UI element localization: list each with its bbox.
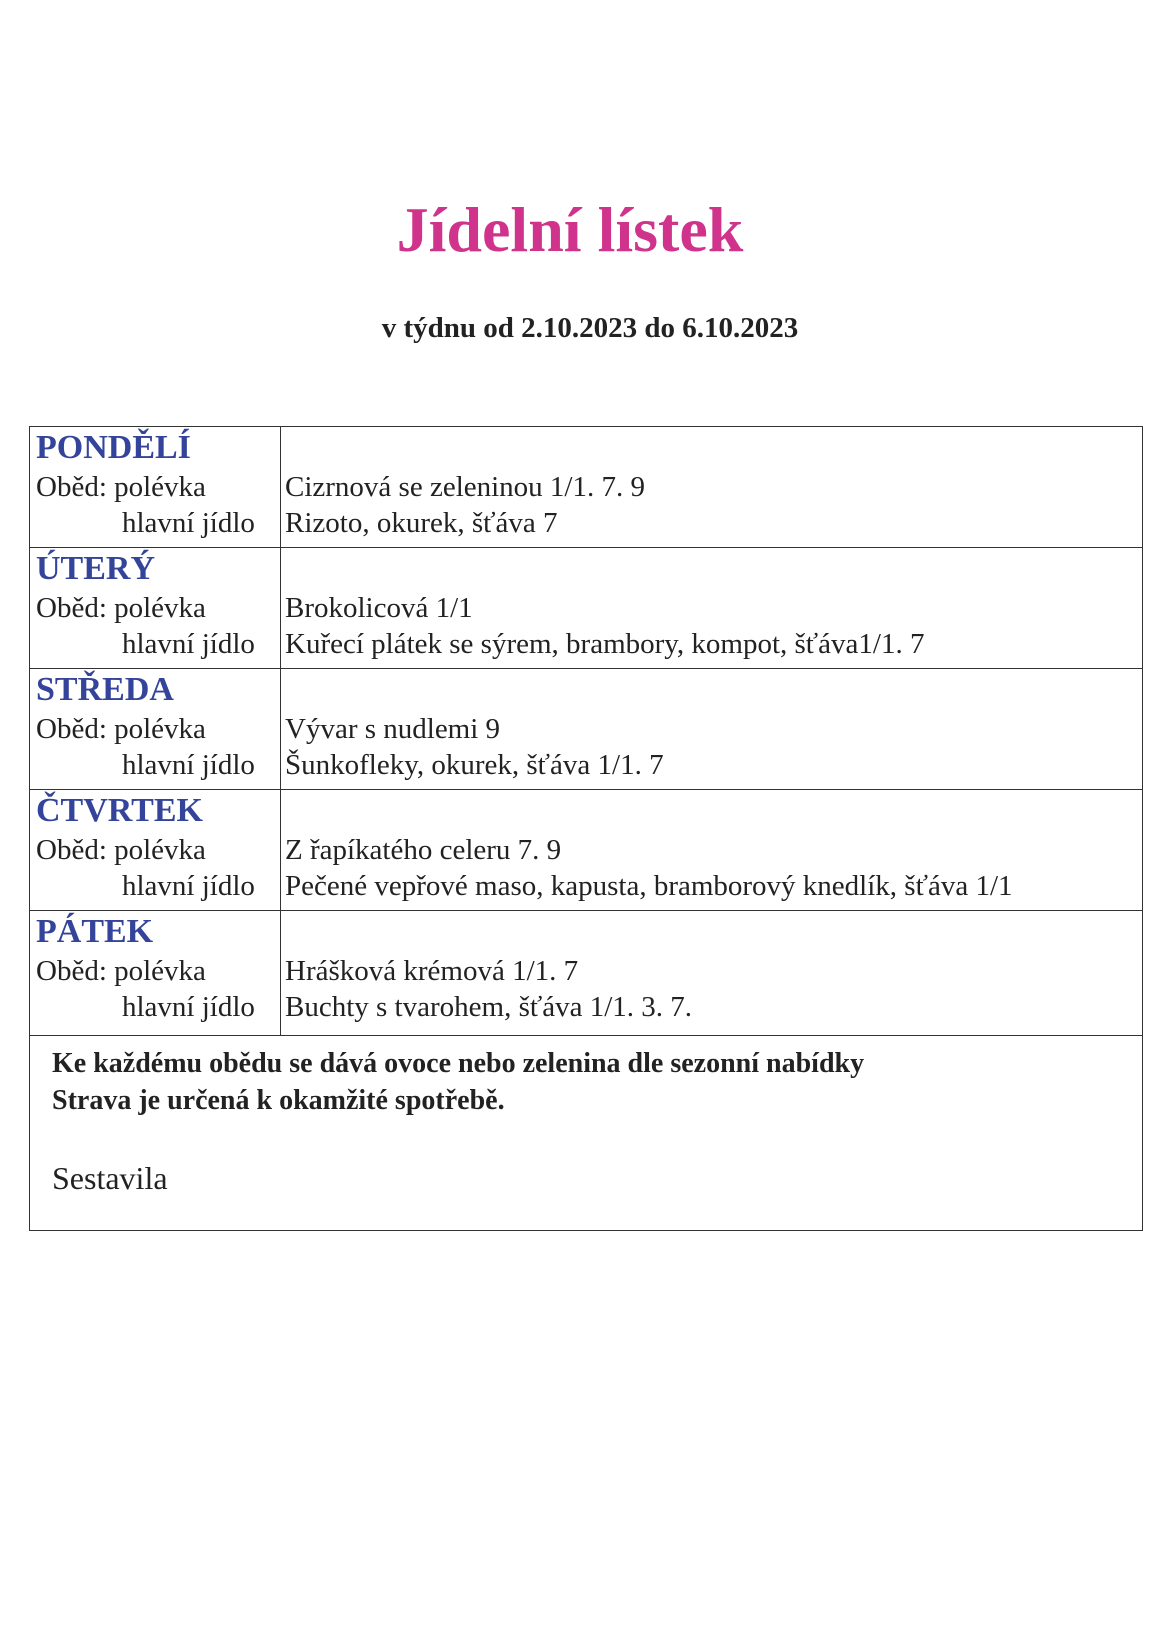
day-name: ČTVRTEK	[36, 792, 203, 829]
page-title: Jídelní lístek	[396, 194, 744, 265]
day-name: PONDĚLÍ	[36, 429, 191, 466]
main-dish: Kuřecí plátek se sýrem, brambory, kompot, šťáva1/1. 7	[285, 628, 925, 660]
day-dishes-cell	[281, 669, 1143, 790]
soup-label: Oběd: polévka	[36, 713, 206, 745]
seasonal-fruit-note: Ke každému obědu se dává ovoce nebo zelenina dle sezonní nabídky	[52, 1048, 865, 1079]
day-row-monday	[30, 427, 1143, 548]
day-row-wednesday	[30, 669, 1143, 790]
soup-label: Oběd: polévka	[36, 955, 206, 987]
main-dish-label: hlavní jídlo	[122, 628, 255, 660]
day-name: STŘEDA	[36, 671, 174, 708]
soup-label: Oběd: polévka	[36, 834, 206, 866]
day-dishes-cell	[281, 790, 1143, 911]
soup-dish: Hrášková krémová 1/1. 7	[285, 955, 579, 987]
main-dish: Pečené vepřové maso, kapusta, bramborový knedlík, šťáva 1/1	[285, 870, 1013, 902]
soup-label: Oběd: polévka	[36, 592, 206, 624]
day-name: ÚTERÝ	[36, 550, 156, 587]
day-dishes-cell	[281, 911, 1143, 1036]
consumption-note: Strava je určená k okamžité spotřebě.	[52, 1085, 505, 1116]
main-dish-label: hlavní jídlo	[122, 749, 255, 781]
week-range: v týdnu od 2.10.2023 do 6.10.2023	[381, 312, 799, 344]
menu-table	[29, 426, 1143, 1231]
day-label-cell	[30, 790, 281, 911]
main-dish: Rizoto, okurek, šťáva 7	[285, 507, 558, 539]
main-dish-label: hlavní jídlo	[122, 870, 255, 902]
day-dishes-cell	[281, 427, 1143, 548]
day-row-thursday	[30, 790, 1143, 911]
day-label-cell	[30, 911, 281, 1036]
day-name: PÁTEK	[36, 913, 154, 950]
day-row-tuesday	[30, 548, 1143, 669]
day-label-cell	[30, 548, 281, 669]
day-dishes-cell	[281, 548, 1143, 669]
soup-label: Oběd: polévka	[36, 471, 206, 503]
main-dish-label: hlavní jídlo	[122, 507, 255, 539]
main-dish: Šunkofleky, okurek, šťáva 1/1. 7	[285, 749, 664, 781]
footer-row	[30, 1036, 1143, 1231]
main-dish: Buchty s tvarohem, šťáva 1/1. 3. 7.	[285, 991, 693, 1023]
soup-dish: Z řapíkatého celeru 7. 9	[285, 834, 562, 866]
day-row-friday	[30, 911, 1143, 1036]
day-label-cell	[30, 669, 281, 790]
compiled-by-label: Sestavila	[52, 1160, 168, 1196]
main-dish-label: hlavní jídlo	[122, 991, 255, 1023]
day-label-cell	[30, 427, 281, 548]
soup-dish: Cizrnová se zeleninou 1/1. 7. 9	[285, 471, 645, 503]
soup-dish: Vývar s nudlemi 9	[285, 713, 501, 745]
soup-dish: Brokolicová 1/1	[285, 592, 473, 624]
footer-cell	[30, 1036, 1143, 1231]
